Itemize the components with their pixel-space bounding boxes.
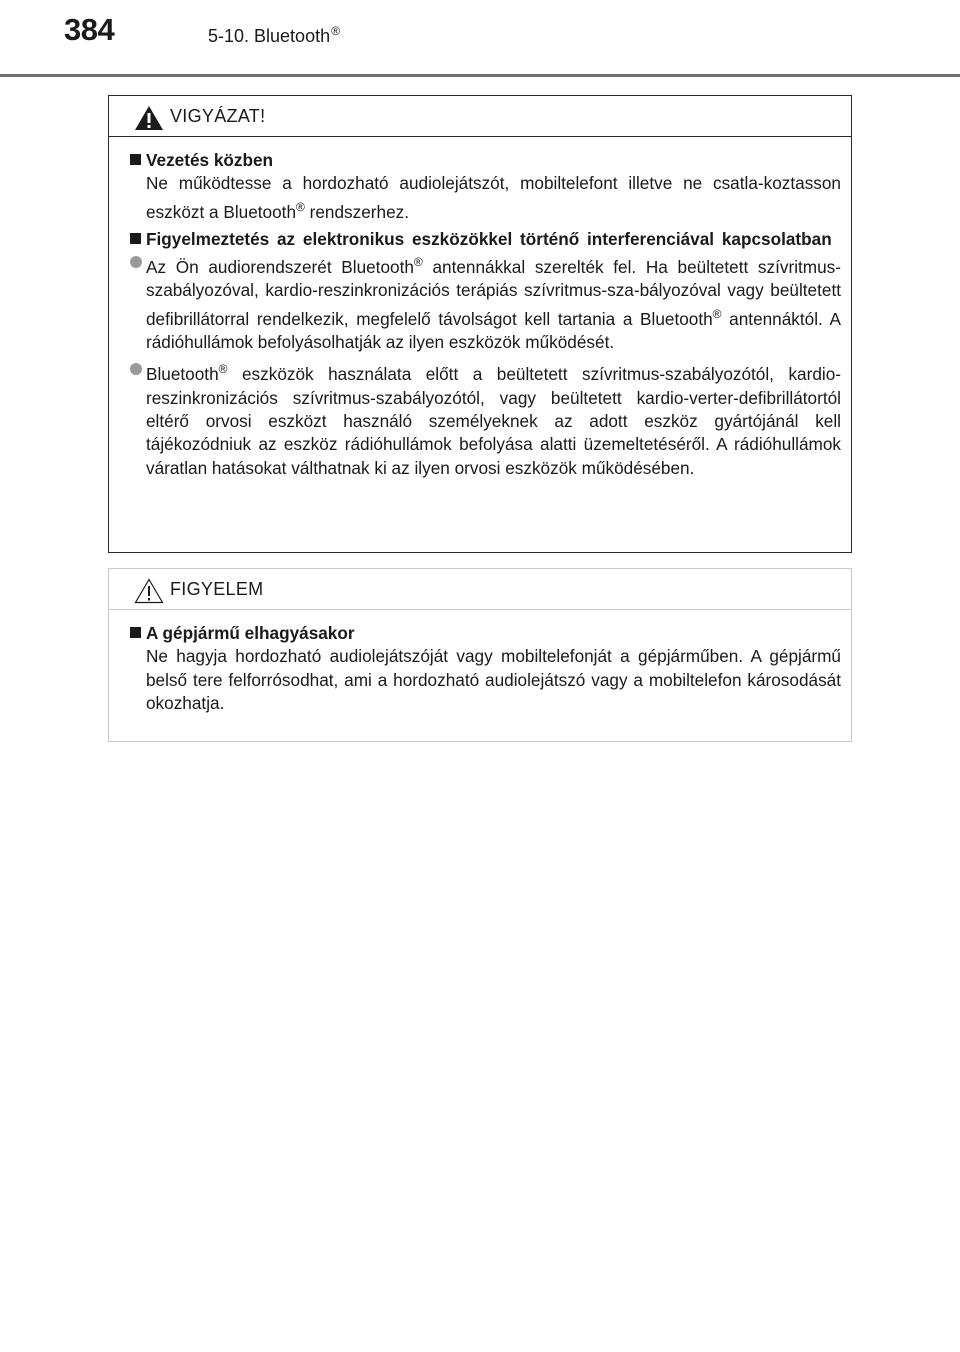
registered-mark: ®	[218, 362, 228, 377]
registered-mark: ®	[712, 306, 722, 321]
paragraph-text: Ne működtesse a hordozható audiolejátszót, mobiltelefont illetve ne csatla-koztasson eszközt a Bluetooth	[146, 173, 841, 222]
list-item	[130, 358, 841, 479]
registered-mark: ®	[413, 255, 423, 270]
warning-block-driving	[130, 149, 841, 224]
page-number: 384	[64, 12, 115, 47]
warning-header	[109, 96, 851, 137]
warning-triangle-outline-icon	[134, 578, 164, 604]
notice-title: FIGYELEM	[170, 579, 264, 599]
block-heading: A gépjármű elhagyásakor	[146, 623, 355, 643]
bullet-text: Az Ön audiorendszerét Bluetooth	[146, 257, 414, 278]
warning-box	[108, 95, 852, 553]
notice-box	[108, 568, 852, 742]
bullet-text: eszközök használata előtt a beültetett szívritmus-szabályozótól, kardio-reszinkronizációs szívritmus-szabályozótól, vagy beültetett kardio-verter-defibrillátortól eltérő orvosi eszközt használó személyeknek az adott eszköz gyártójánál kell tájékozódniuk az eszköz rádióhullámok befolyása alatti üzemeltetéséről. A rádióhullámok váratlan hatásokat válthatnak ki az ilyen orvosi eszközök működésében.	[146, 364, 841, 478]
section-title-text: 5-10. Bluetooth	[208, 26, 331, 46]
registered-mark: ®	[296, 199, 305, 214]
paragraph-text: rendszerhez.	[304, 201, 409, 222]
bullet-text: antennákkal szerelték fel. Ha beültetett szívritmus-szabályozóval, kardio-reszinkronizációs terápiás szívritmus-sza-bályozóval vagy beültetett defibrillátorral rendelkezik, megfelelő távolságot kell tartania a Bluetooth	[146, 257, 841, 329]
block-heading: Vezetés közben	[146, 150, 274, 170]
square-bullet-icon	[130, 233, 141, 244]
bullet-text: Bluetooth	[146, 364, 219, 385]
section-title	[208, 24, 340, 47]
block-paragraph: Ne hagyja hordozható audiolejátszóját vagy mobiltelefonját a gépjárműben. A gépjármű belső tere felforrósodhat, ami a hordozható audiolejátszó vagy a mobiltelefon károsodását okozhatja.	[146, 646, 841, 713]
warning-body	[109, 137, 851, 480]
warning-block-interference	[130, 228, 841, 480]
block-heading: Figyelmeztetés az elektronikus eszközökkel történő interferenciával kapcsolatban	[146, 228, 832, 249]
notice-block-leaving	[130, 622, 841, 715]
list-item	[130, 251, 841, 354]
block-paragraph	[142, 172, 841, 224]
notice-body	[109, 610, 851, 715]
warning-title: VIGYÁZAT!	[170, 106, 266, 126]
square-bullet-icon	[130, 154, 141, 165]
circle-bullet-icon	[130, 256, 142, 268]
header-divider	[0, 74, 960, 77]
notice-header	[109, 569, 851, 610]
page-header	[0, 0, 960, 80]
circle-bullet-icon	[130, 363, 142, 375]
warning-triangle-filled-icon	[134, 105, 164, 131]
square-bullet-icon	[130, 627, 141, 638]
bullet-text: antennáktól. A rádióhullámok befolyásolhatják az ilyen eszközök működését.	[146, 308, 841, 353]
registered-mark: ®	[331, 24, 340, 38]
